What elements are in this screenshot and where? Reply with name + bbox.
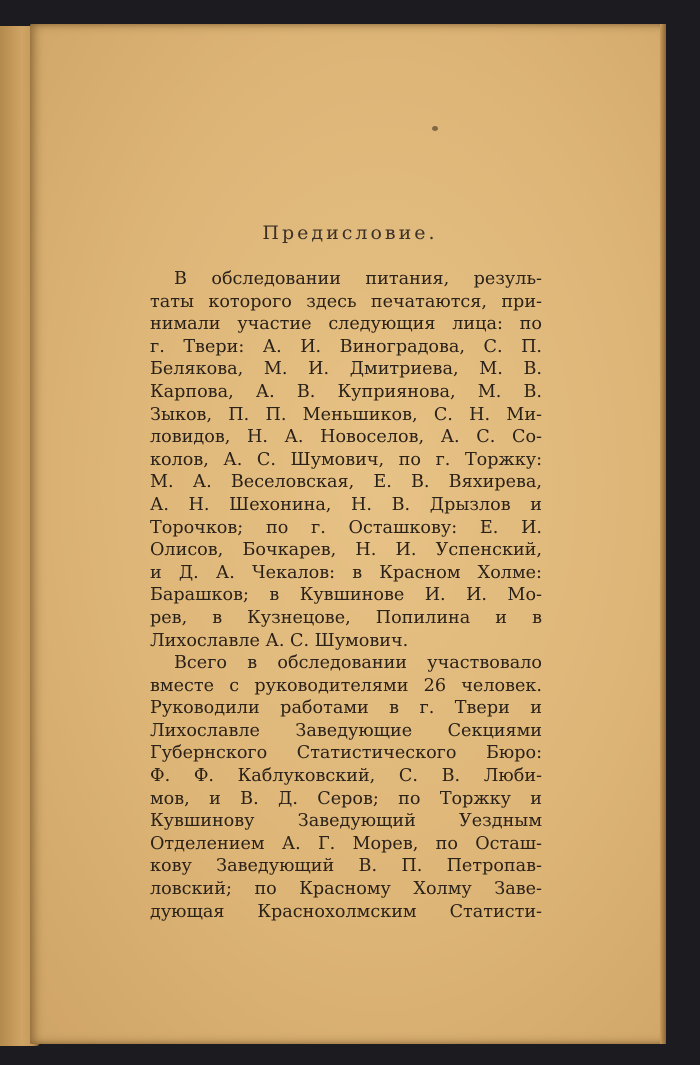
text-line: Зыков, П. П. Меньшиков, С. Н. Ми- xyxy=(150,404,542,425)
text-line: Белякова, М. И. Дмитриева, М. В. xyxy=(150,359,542,380)
text-line: Торочков; по г. Осташкову: Е. И. xyxy=(150,517,542,538)
text-line: Отделением А. Г. Морев, по Осташ- xyxy=(150,833,542,854)
text-line: рев, в Кузнецове, Попилина и в xyxy=(150,607,542,628)
text-line: ловидов, Н. А. Новоселов, А. С. Со- xyxy=(150,427,542,448)
text-line: и Д. А. Чекалов: в Красном Холме: xyxy=(150,562,542,583)
text-line: ловский; по Красному Холму Заве- xyxy=(150,879,542,900)
text-line: мов, и В. Д. Серов; по Торжку и xyxy=(150,788,542,809)
text-line: Кувшинову Заведующий Уездным xyxy=(150,811,542,832)
text-line: кову Заведующий В. П. Петропав- xyxy=(150,856,542,877)
text-line: Олисов, Бочкарев, Н. И. Успенский, xyxy=(150,540,542,561)
text-line: Губернского Статистического Бюро: xyxy=(150,743,542,764)
text-line: Ф. Ф. Каблуковский, С. В. Люби- xyxy=(150,766,542,787)
text-line: Лихославле А. С. Шумович. xyxy=(150,630,409,651)
text-line: колов, А. С. Шумович, по г. Торжку: xyxy=(150,449,542,470)
text-line: Руководили работами в г. Твери и xyxy=(150,698,542,719)
text-line: г. Твери: А. И. Виноградова, С. П. xyxy=(150,336,542,357)
page-right-edge xyxy=(660,24,666,1044)
text-line: А. Н. Шехонина, Н. В. Дрызлов и xyxy=(150,494,542,515)
text-line: таты которого здесь печатаются, при- xyxy=(150,291,542,312)
text-line: М. А. Веселовская, Е. В. Вяхирева, xyxy=(150,472,542,493)
page-title: Предисловие. xyxy=(262,222,438,244)
text-line: нимали участие следующия лица: по xyxy=(150,314,542,335)
text-line: дующая Краснохолмским Статисти- xyxy=(150,901,542,922)
body-text xyxy=(150,268,542,923)
text-line: Барашков; в Кувшинове И. И. Мо- xyxy=(150,585,542,606)
text-line: Карпова, А. В. Куприянова, М. В. xyxy=(150,381,542,402)
text-line: В обследовании питания, резуль- xyxy=(174,269,542,289)
text-line: Лихославле Заведующие Секциями xyxy=(150,720,542,741)
text-line: Всего в обследовании участвовало xyxy=(174,653,542,674)
ink-speck xyxy=(432,126,438,131)
text-line: вместе с руководителями 26 человек. xyxy=(150,675,542,696)
